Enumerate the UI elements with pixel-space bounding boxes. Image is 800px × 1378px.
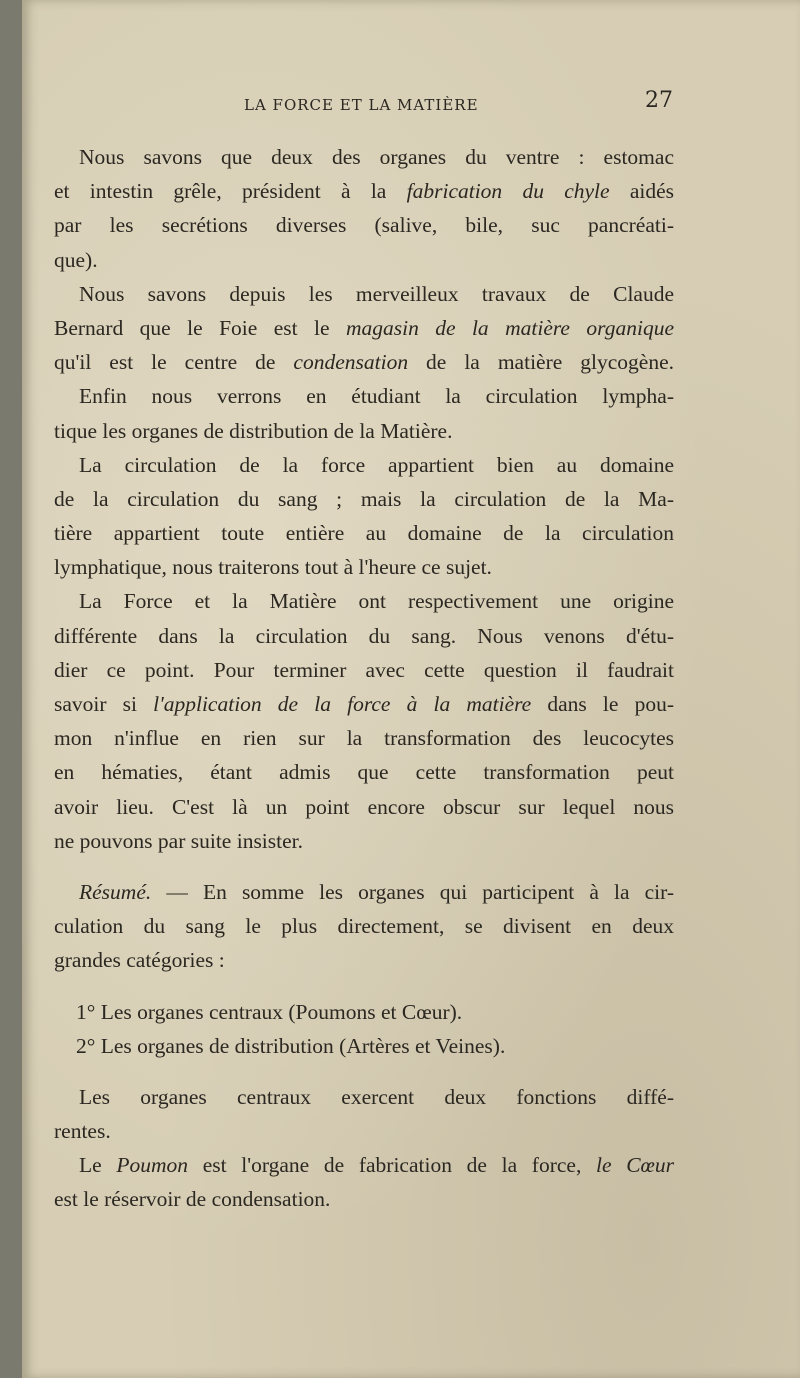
paragraph-gap bbox=[54, 1063, 674, 1080]
text-line: différente dans la circulation du sang. Nous venons d'étu- bbox=[54, 623, 674, 648]
paragraph-gap bbox=[54, 858, 674, 875]
text-line: avoir lieu. C'est là un point encore obscur sur lequel nous bbox=[54, 794, 674, 819]
text-line: tique les organes de distribution de la Matière. bbox=[54, 418, 453, 443]
text-line: grandes catégories : bbox=[54, 948, 225, 973]
text-line: est le réservoir de condensation. bbox=[54, 1187, 331, 1212]
text-run: Le bbox=[79, 1153, 117, 1178]
paragraph-1 bbox=[54, 140, 674, 277]
summary-paragraph bbox=[54, 875, 674, 978]
text-line: Nous savons depuis les merveilleux travaux de Claude bbox=[79, 281, 674, 306]
text-run: dans le pou- bbox=[531, 692, 674, 716]
text-run: savoir si bbox=[54, 692, 154, 716]
text-line: Enfin nous verrons en étudiant la circulation lympha- bbox=[79, 384, 674, 409]
text-line: La circulation de la force appartient bien au domaine bbox=[79, 452, 674, 477]
italic-text: condensation bbox=[293, 350, 409, 375]
text-run: de la matière glycogène. bbox=[408, 350, 674, 375]
text-line bbox=[54, 687, 674, 721]
category-list bbox=[54, 995, 674, 1063]
text-line: Les organes centraux exercent deux fonctions diffé- bbox=[79, 1084, 674, 1109]
list-item: 2° Les organes de distribution (Artères et Veines). bbox=[76, 1033, 506, 1058]
text-run: Bernard que le Foie est le bbox=[54, 315, 346, 340]
text-line bbox=[54, 345, 674, 379]
text-line: lymphatique, nous traiterons tout à l'heure ce sujet. bbox=[54, 555, 492, 580]
text-line: ne pouvons par suite insister. bbox=[54, 828, 304, 853]
italic-text: l'application de la force à la matière bbox=[153, 692, 532, 716]
italic-text: le Cœur bbox=[596, 1153, 674, 1178]
text-run: — En somme les organes qui participent à la cir- bbox=[151, 879, 674, 904]
italic-text: Poumon bbox=[116, 1153, 189, 1178]
paragraph-7 bbox=[54, 1080, 674, 1148]
paragraph-gap bbox=[54, 978, 674, 995]
text-line: par les secrétions diverses (salive, bile, suc pancréati- bbox=[54, 213, 674, 238]
paragraph-8 bbox=[54, 1148, 674, 1216]
text-line: La Force et la Matière ont respectivement une origine bbox=[79, 589, 674, 614]
text-line: dier ce point. Pour terminer avec cette question il faudrait bbox=[54, 657, 674, 682]
text-line: en hématies, étant admis que cette transformation peut bbox=[54, 760, 674, 785]
book-page bbox=[22, 0, 800, 1378]
text-run: et intestin grêle, président à la bbox=[54, 179, 407, 204]
page-header bbox=[22, 88, 800, 124]
text-line: mon n'influe en rien sur la transformation des leucocytes bbox=[54, 726, 674, 751]
text-run: est l'organe de fabrication de la force, bbox=[188, 1153, 596, 1178]
text-run: aidés bbox=[609, 179, 675, 204]
text-line bbox=[54, 174, 674, 208]
italic-text: magasin de la matière organique bbox=[345, 315, 674, 340]
text-line bbox=[54, 311, 674, 345]
text-line: rentes. bbox=[54, 1119, 111, 1144]
page-body bbox=[54, 140, 674, 1217]
list-item: 1° Les organes centraux (Poumons et Cœur). bbox=[76, 999, 463, 1024]
text-line: Nous savons que deux des organes du ventre : estomac bbox=[79, 145, 674, 169]
italic-text: fabrication du chyle bbox=[406, 179, 610, 204]
paragraph-5 bbox=[54, 584, 674, 858]
text-line: tière appartient toute entière au domaine de la circulation bbox=[54, 521, 674, 546]
page-number: 27 bbox=[645, 88, 673, 113]
paragraph-4 bbox=[54, 448, 674, 585]
paragraph-3 bbox=[54, 379, 674, 447]
text-line bbox=[54, 875, 674, 909]
text-line bbox=[54, 1148, 674, 1182]
text-line: culation du sang le plus directement, se divisent en deux bbox=[54, 914, 674, 939]
text-line: de la circulation du sang ; mais la circulation de la Ma- bbox=[54, 486, 674, 511]
running-title: LA FORCE ET LA MATIÈRE bbox=[244, 96, 479, 114]
summary-heading: Résumé. bbox=[79, 879, 152, 904]
paragraph-2 bbox=[54, 277, 674, 380]
text-run: qu'il est le centre de bbox=[54, 350, 294, 375]
text-line: que). bbox=[54, 247, 98, 272]
